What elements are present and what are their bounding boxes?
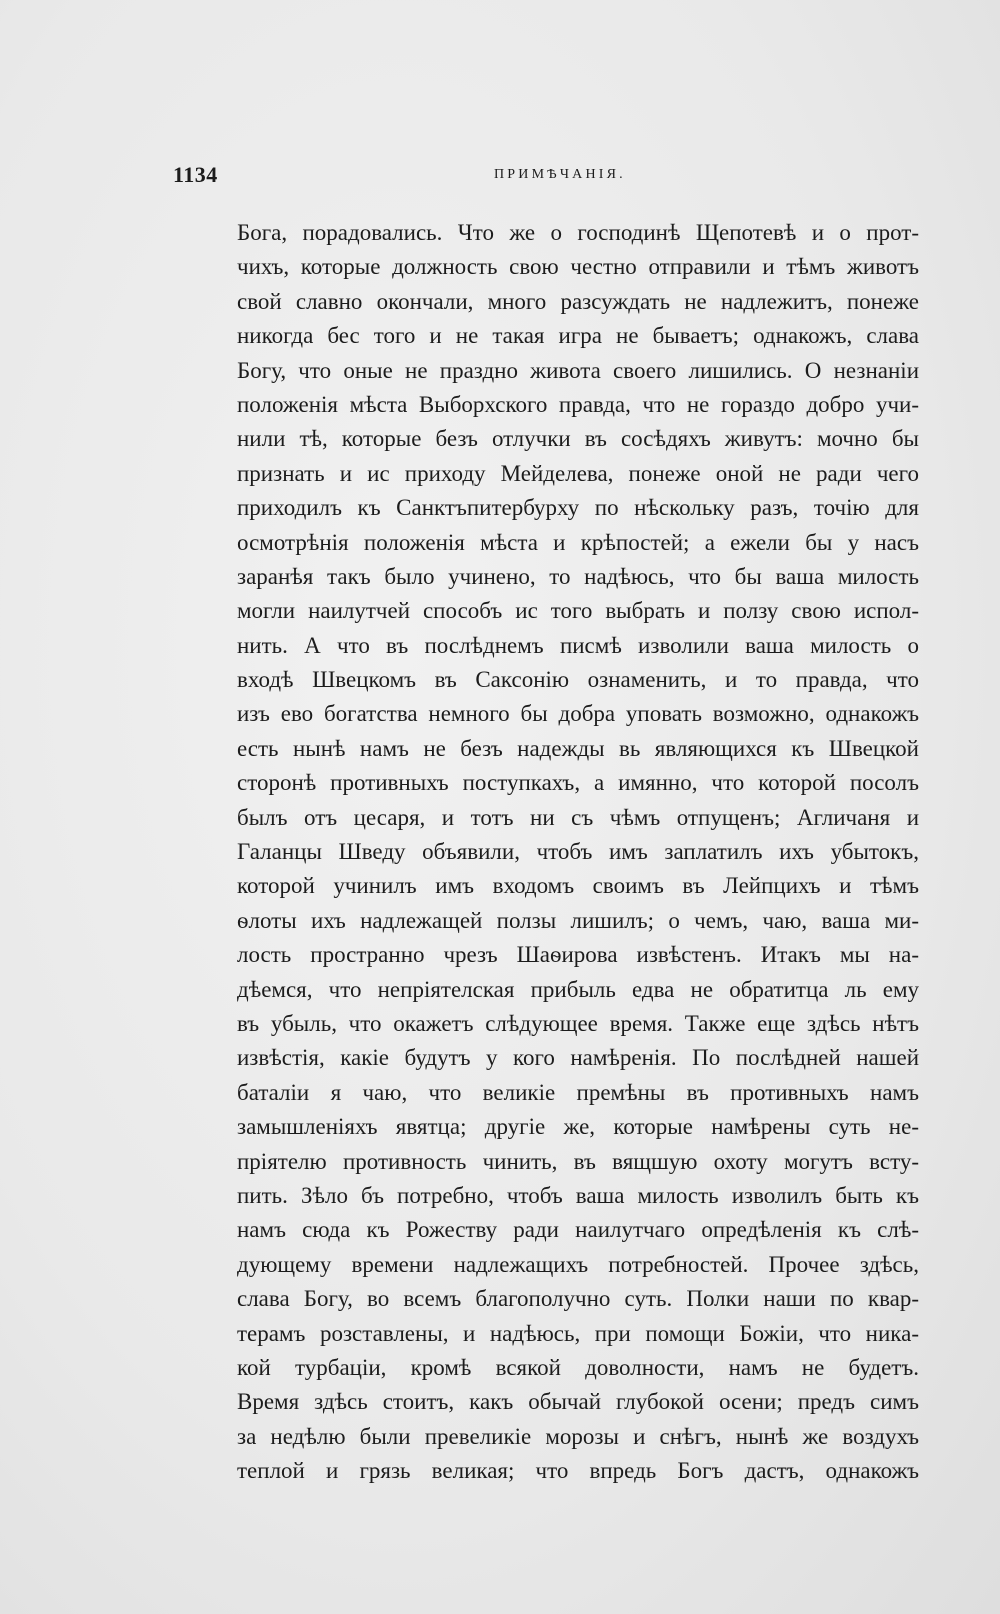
text-line: которой учинилъ имъ входомъ своимъ въ Лейпцихъ и тѣмъ bbox=[237, 873, 919, 899]
text-line: въ убыль, что окажетъ слѣдующее время. Также еще здѣсь нѣтъ bbox=[237, 1010, 919, 1036]
text-line: Галанцы Шведу объявили, чтобъ имъ заплатилъ ихъ убытокъ, bbox=[237, 839, 919, 865]
text-line: положенія мѣста Выборхского правда, что не гораздо добро учи- bbox=[237, 391, 919, 417]
running-head: ПРИМѢЧАНІЯ. bbox=[494, 167, 626, 182]
text-line: баталіи я чаю, что великіе премѣны въ противныхъ намъ bbox=[237, 1079, 919, 1105]
text-line: Бога, порадовались. Что же о господинѣ Щепотевѣ и о прот- bbox=[237, 220, 919, 245]
text-line: теплой и грязь великая; что впредь Богъ дастъ, однакожъ bbox=[237, 1458, 919, 1484]
text-line: терамъ розставлены, и надѣюсь, при помощи Божіи, что ника- bbox=[237, 1320, 919, 1346]
text-line: признать и ис приходу Мейделева, понеже оной не ради чего bbox=[237, 460, 919, 486]
text-line: Богу, что оные не праздно живота своего лишились. О незнаніи bbox=[237, 357, 919, 383]
text-line: приходилъ къ Санктъпитербурху по нѣскольку разъ, точію для bbox=[237, 495, 919, 521]
text-line: осмотрѣнія положенія мѣста и крѣпостей; а ежели бы у насъ bbox=[237, 529, 919, 555]
text-line: извѣстія, какіе будутъ у кого намѣренія. По послѣдней нашей bbox=[237, 1045, 919, 1071]
text-line: былъ отъ цесаря, и тотъ ни съ чѣмъ отпущенъ; Агличаня и bbox=[237, 804, 919, 830]
text-line: слава Богу, во всемъ благополучно суть. Полки наши по квар- bbox=[237, 1286, 919, 1312]
text-line: дующему времени надлежащихъ потребностей. Прочее здѣсь, bbox=[237, 1251, 919, 1277]
text-line: Время здѣсь стоитъ, какъ обычай глубокой осени; предъ симъ bbox=[237, 1389, 919, 1415]
text-line: входѣ Швецкомъ въ Саксонію ознаменить, и то правда, что bbox=[237, 667, 919, 693]
text-line: пріятелю противность чинить, въ вящшую охоту могутъ всту- bbox=[237, 1148, 919, 1174]
text-line: заранѣя такъ было учинено, то надѣюсь, что бы ваша милость bbox=[237, 563, 919, 589]
text-line: чихъ, которые должность свою честно отправили и тѣмъ животъ bbox=[237, 254, 919, 280]
text-line: кой турбаціи, кромѣ всякой доволности, намъ не будетъ. bbox=[237, 1354, 919, 1380]
text-line: дѣемся, что непріятелская прибыль едва не обратитца ль ему bbox=[237, 976, 919, 1002]
text-line: ѳлоты ихъ надлежащей ползы лишилъ; о чемъ, чаю, ваша ми- bbox=[237, 907, 919, 933]
text-line: нить. А что въ послѣднемъ писмѣ изволили ваша милость о bbox=[237, 632, 919, 658]
text-line: за недѣлю были превеликіе морозы и снѣгъ, нынѣ же воздухъ bbox=[237, 1423, 919, 1449]
text-line: сторонѣ противныхъ поступкахъ, а имянно, что которой посолъ bbox=[237, 770, 919, 796]
text-line: нили тѣ, которые безъ отлучки въ сосѣдяхъ живутъ: мочно бы bbox=[237, 426, 919, 452]
text-line: замышленіяхъ явятца; другіе же, которые намѣрены суть не- bbox=[237, 1114, 919, 1140]
text-line: изъ ево богатства немного бы добра уповать возможно, однакожъ bbox=[237, 701, 919, 727]
page-number: 1134 bbox=[173, 162, 218, 187]
text-line: намъ сюда къ Рожеству ради наилутчаго опредѣленія къ слѣ- bbox=[237, 1217, 919, 1243]
text-line: никогда бес того и не такая игра не бываетъ; однакожъ, слава bbox=[237, 323, 919, 349]
text-line: лость пространно чрезъ Шаѳирова извѣстенъ. Итакъ мы на- bbox=[237, 942, 919, 968]
page-header bbox=[0, 162, 1000, 192]
text-line: свой славно окончали, много разсуждать не надлежитъ, понеже bbox=[237, 288, 919, 314]
text-line: пить. Зѣло бъ потребно, чтобъ ваша милость изволилъ быть къ bbox=[237, 1182, 919, 1208]
text-line: есть нынѣ намъ не безъ надежды вь являющихся къ Швецкой bbox=[237, 735, 919, 761]
body-text bbox=[237, 216, 919, 1488]
text-line: могли наилутчей способъ ис того выбрать и ползу свою испол- bbox=[237, 598, 919, 624]
